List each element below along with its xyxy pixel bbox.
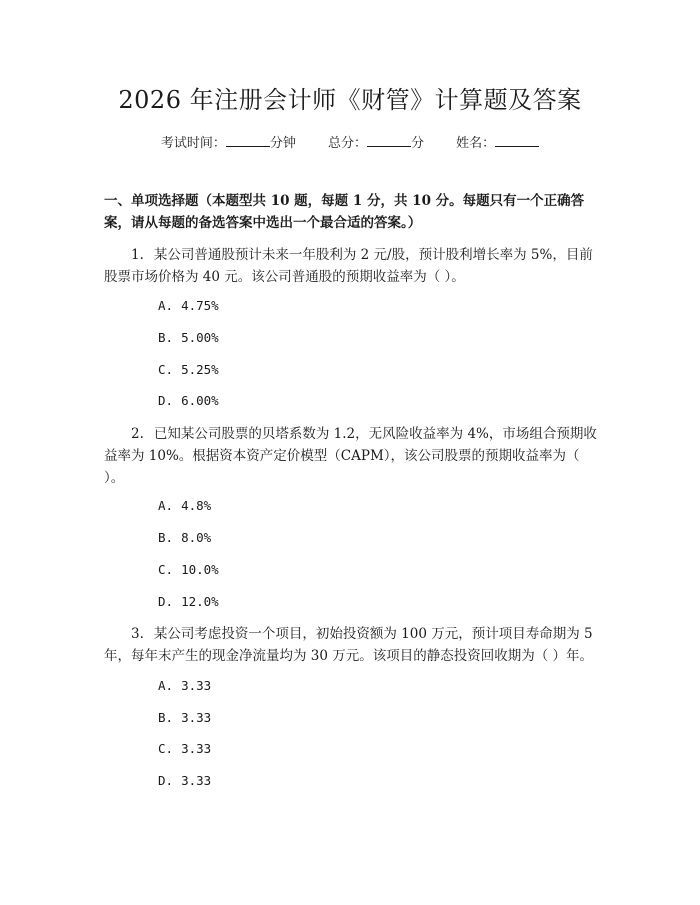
option-text: 8.0% (181, 530, 212, 545)
total-score-field (328, 132, 424, 154)
exam-meta-line (0, 132, 700, 154)
question-2-option-a (158, 497, 211, 515)
option-text: 3.33 (181, 710, 212, 725)
question-3 (104, 623, 600, 667)
question-3-option-c (158, 740, 211, 758)
option-letter: B. (158, 330, 174, 345)
option-letter: C. (158, 741, 174, 756)
total-score-unit: 分 (411, 136, 425, 151)
option-text: 5.25% (181, 362, 219, 377)
option-text: 3.33 (181, 741, 212, 756)
question-text: 某公司普通股预计未来一年股利为 2 元/股，预计股利增长率为 5%，目前股票市场价格为 40 元。该公司普通股的预期收益率为（ ）。 (104, 247, 593, 285)
name-field (456, 132, 539, 154)
option-letter: D. (158, 393, 174, 408)
option-letter: C. (158, 362, 174, 377)
question-number: 2. (131, 426, 144, 442)
option-letter: A. (158, 678, 174, 693)
question-1-option-c (158, 361, 219, 379)
name-blank (495, 132, 539, 147)
question-number: 3. (131, 626, 144, 642)
question-3-option-d (158, 772, 211, 790)
question-number: 1. (131, 247, 144, 263)
total-score-blank (367, 132, 411, 147)
option-letter: C. (158, 562, 174, 577)
question-1-option-a (158, 297, 219, 315)
question-3-option-b (158, 709, 211, 727)
exam-time-label: 考试时间： (160, 136, 226, 151)
option-text: 4.75% (181, 298, 219, 313)
option-text: 10.0% (181, 562, 219, 577)
question-2 (104, 423, 600, 489)
option-letter: A. (158, 298, 174, 313)
option-letter: D. (158, 594, 174, 609)
question-1 (104, 244, 600, 288)
question-2-option-b (158, 529, 211, 547)
section-heading: 一、单项选择题（本题型共 10 题，每题 1 分，共 10 分。每题只有一个正确答案，请从每题的备选答案中选出一个最合适的答案。） (104, 193, 585, 231)
option-text: 12.0% (181, 594, 219, 609)
option-text: 3.33 (181, 773, 212, 788)
total-score-label: 总分： (327, 136, 367, 151)
option-text: 5.00% (181, 330, 219, 345)
question-3-option-a (158, 677, 211, 695)
option-letter: B. (158, 530, 174, 545)
option-letter: A. (158, 498, 174, 513)
option-letter: D. (158, 773, 174, 788)
question-text: 某公司考虑投资一个项目，初始投资额为 100 万元，预计项目寿命期为 5 年，每年末产生的现金净流量均为 30 万元。该项目的静态投资回收期为（ ）年。 (104, 626, 594, 664)
exam-time-unit: 分钟 (269, 136, 296, 151)
name-label: 姓名： (456, 136, 496, 151)
option-text: 6.00% (181, 393, 219, 408)
question-2-option-d (158, 593, 219, 611)
exam-time-blank (226, 132, 270, 147)
option-text: 4.8% (181, 498, 212, 513)
document-title: 2026 年注册会计师《财管》计算题及答案 (118, 86, 582, 114)
question-1-option-d (158, 392, 219, 410)
option-text: 3.33 (181, 678, 212, 693)
question-2-option-c (158, 561, 219, 579)
question-text: 已知某公司股票的贝塔系数为 1.2，无风险收益率为 4%，市场组合预期收益率为 10%。根据资本资产定价模型（CAPM），该公司股票的预期收益率为（ ）。 (104, 426, 597, 486)
question-1-option-b (158, 329, 219, 347)
option-letter: B. (158, 710, 174, 725)
exam-time-field (161, 132, 296, 154)
